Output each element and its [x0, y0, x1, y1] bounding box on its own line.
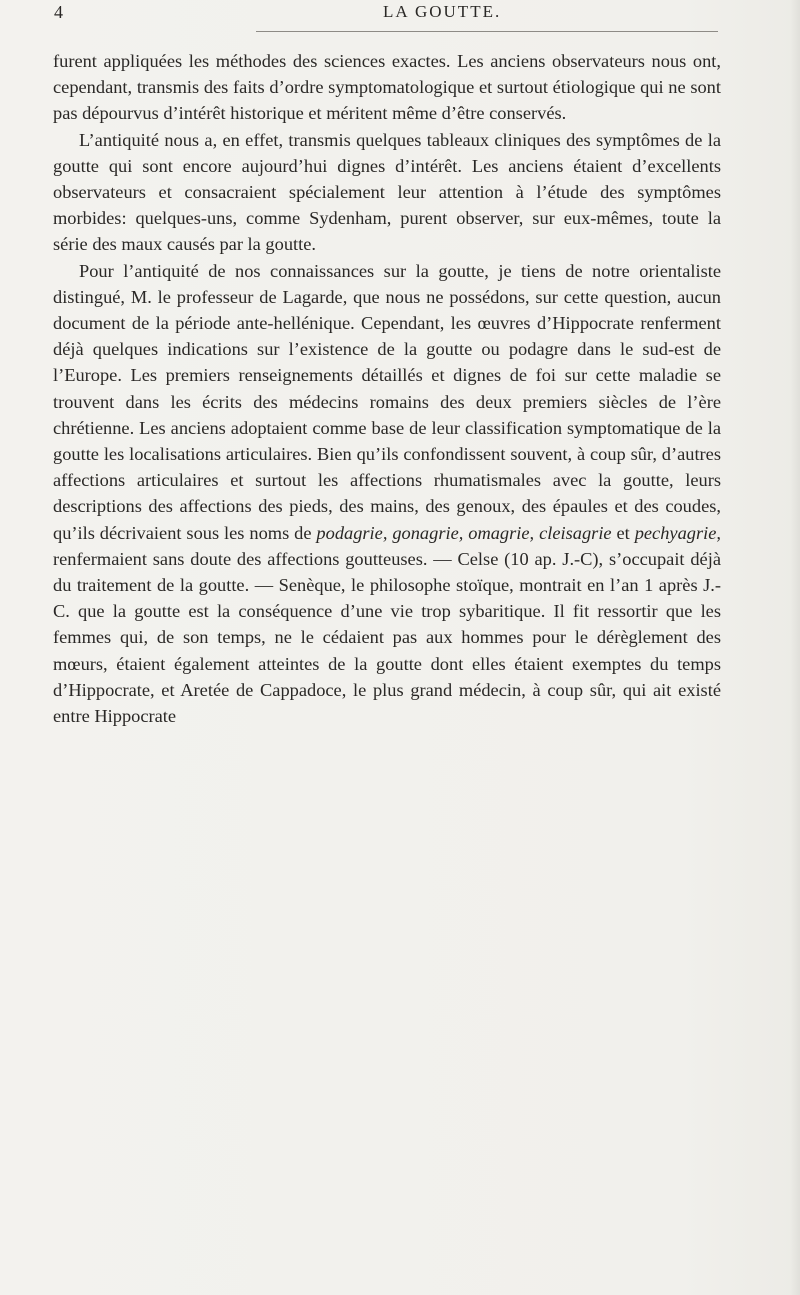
page-number: 4: [54, 2, 63, 22]
running-header: [0, 0, 800, 40]
conjunction-et: et: [611, 522, 635, 543]
paragraph-3-text-before: Pour l’antiquité de nos connaissances sur la goutte, je tiens de notre orientaliste distingué, M. le professeur de Lagarde, que nous ne possédons, sur cette question, aucun document de la période ante-hellénique. Cependant, les œuvres d’Hippocrate renferment déjà quelques indications sur l’existence de la goutte ou podagre dans le sud-est de l’Europe. Les premiers renseignements détaillés et dignes de foi sur cette maladie se trouvent dans les écrits des médecins romains des deux premiers siècles de l’ère chrétienne. Les anciens adoptaient comme base de leur classification symptomatique de la goutte les localisations articulaires. Bien qu’ils confondissent souvent, à coup sûr, d’autres affections articulaires et surtout les affections rhumatismales avec la goutte, leurs descriptions des affections des pieds, des mains, des genoux, des épaules et des coudes, qu’ils décrivaient sous les noms de: [53, 260, 721, 543]
italic-terms-1: podagrie, gonagrie, omagrie, cleisagrie: [316, 522, 612, 543]
italic-terms-2: pechyagrie,: [634, 522, 721, 543]
paragraph-2: L’antiquité nous a, en effet, transmis quelques tableaux cliniques des symptômes de la goutte qui sont encore aujourd’hui dignes d’intérêt. Les anciens étaient d’excellents observateurs et consacraient spécialement leur attention à l’étude des symptômes morbides: quelques-uns, comme Sydenham, purent observer, sur eux-mêmes, toute la série des maux causés par la goutte.: [53, 129, 721, 255]
paragraph-3-text-after: renfermaient sans doute des affections goutteuses. — Celse (10 ap. J.-C), s’occupait déjà du traitement de la goutte. — Senèque, le philosophe stoïque, montrait en l’an 1 après J.-C. que la goutte est la conséquence d’une vie trop sybaritique. Il fit ressortir que les femmes qui, de son temps, ne le cédaient pas aux hommes pour le dérèglement des mœurs, étaient également atteintes de la goutte dont elles étaient exemptes du temps d’Hippocrate, et Aretée de Cappadoce, le plus grand médecin, à coup sûr, qui ait existé entre Hippocrate: [53, 548, 721, 727]
running-title: LA GOUTTE.: [383, 2, 502, 21]
body-text: [53, 48, 721, 729]
header-rule: [256, 31, 718, 32]
paragraph-3: [53, 258, 721, 730]
page-edge-shadow: [790, 0, 800, 1295]
paragraph-1: furent appliquées les méthodes des sciences exactes. Les anciens observateurs nous ont, cependant, transmis des faits d’ordre symptomatologique et surtout étiologique qui ne sont pas dépourvus d’intérêt historique et méritent même d’être conservés.: [53, 51, 721, 124]
